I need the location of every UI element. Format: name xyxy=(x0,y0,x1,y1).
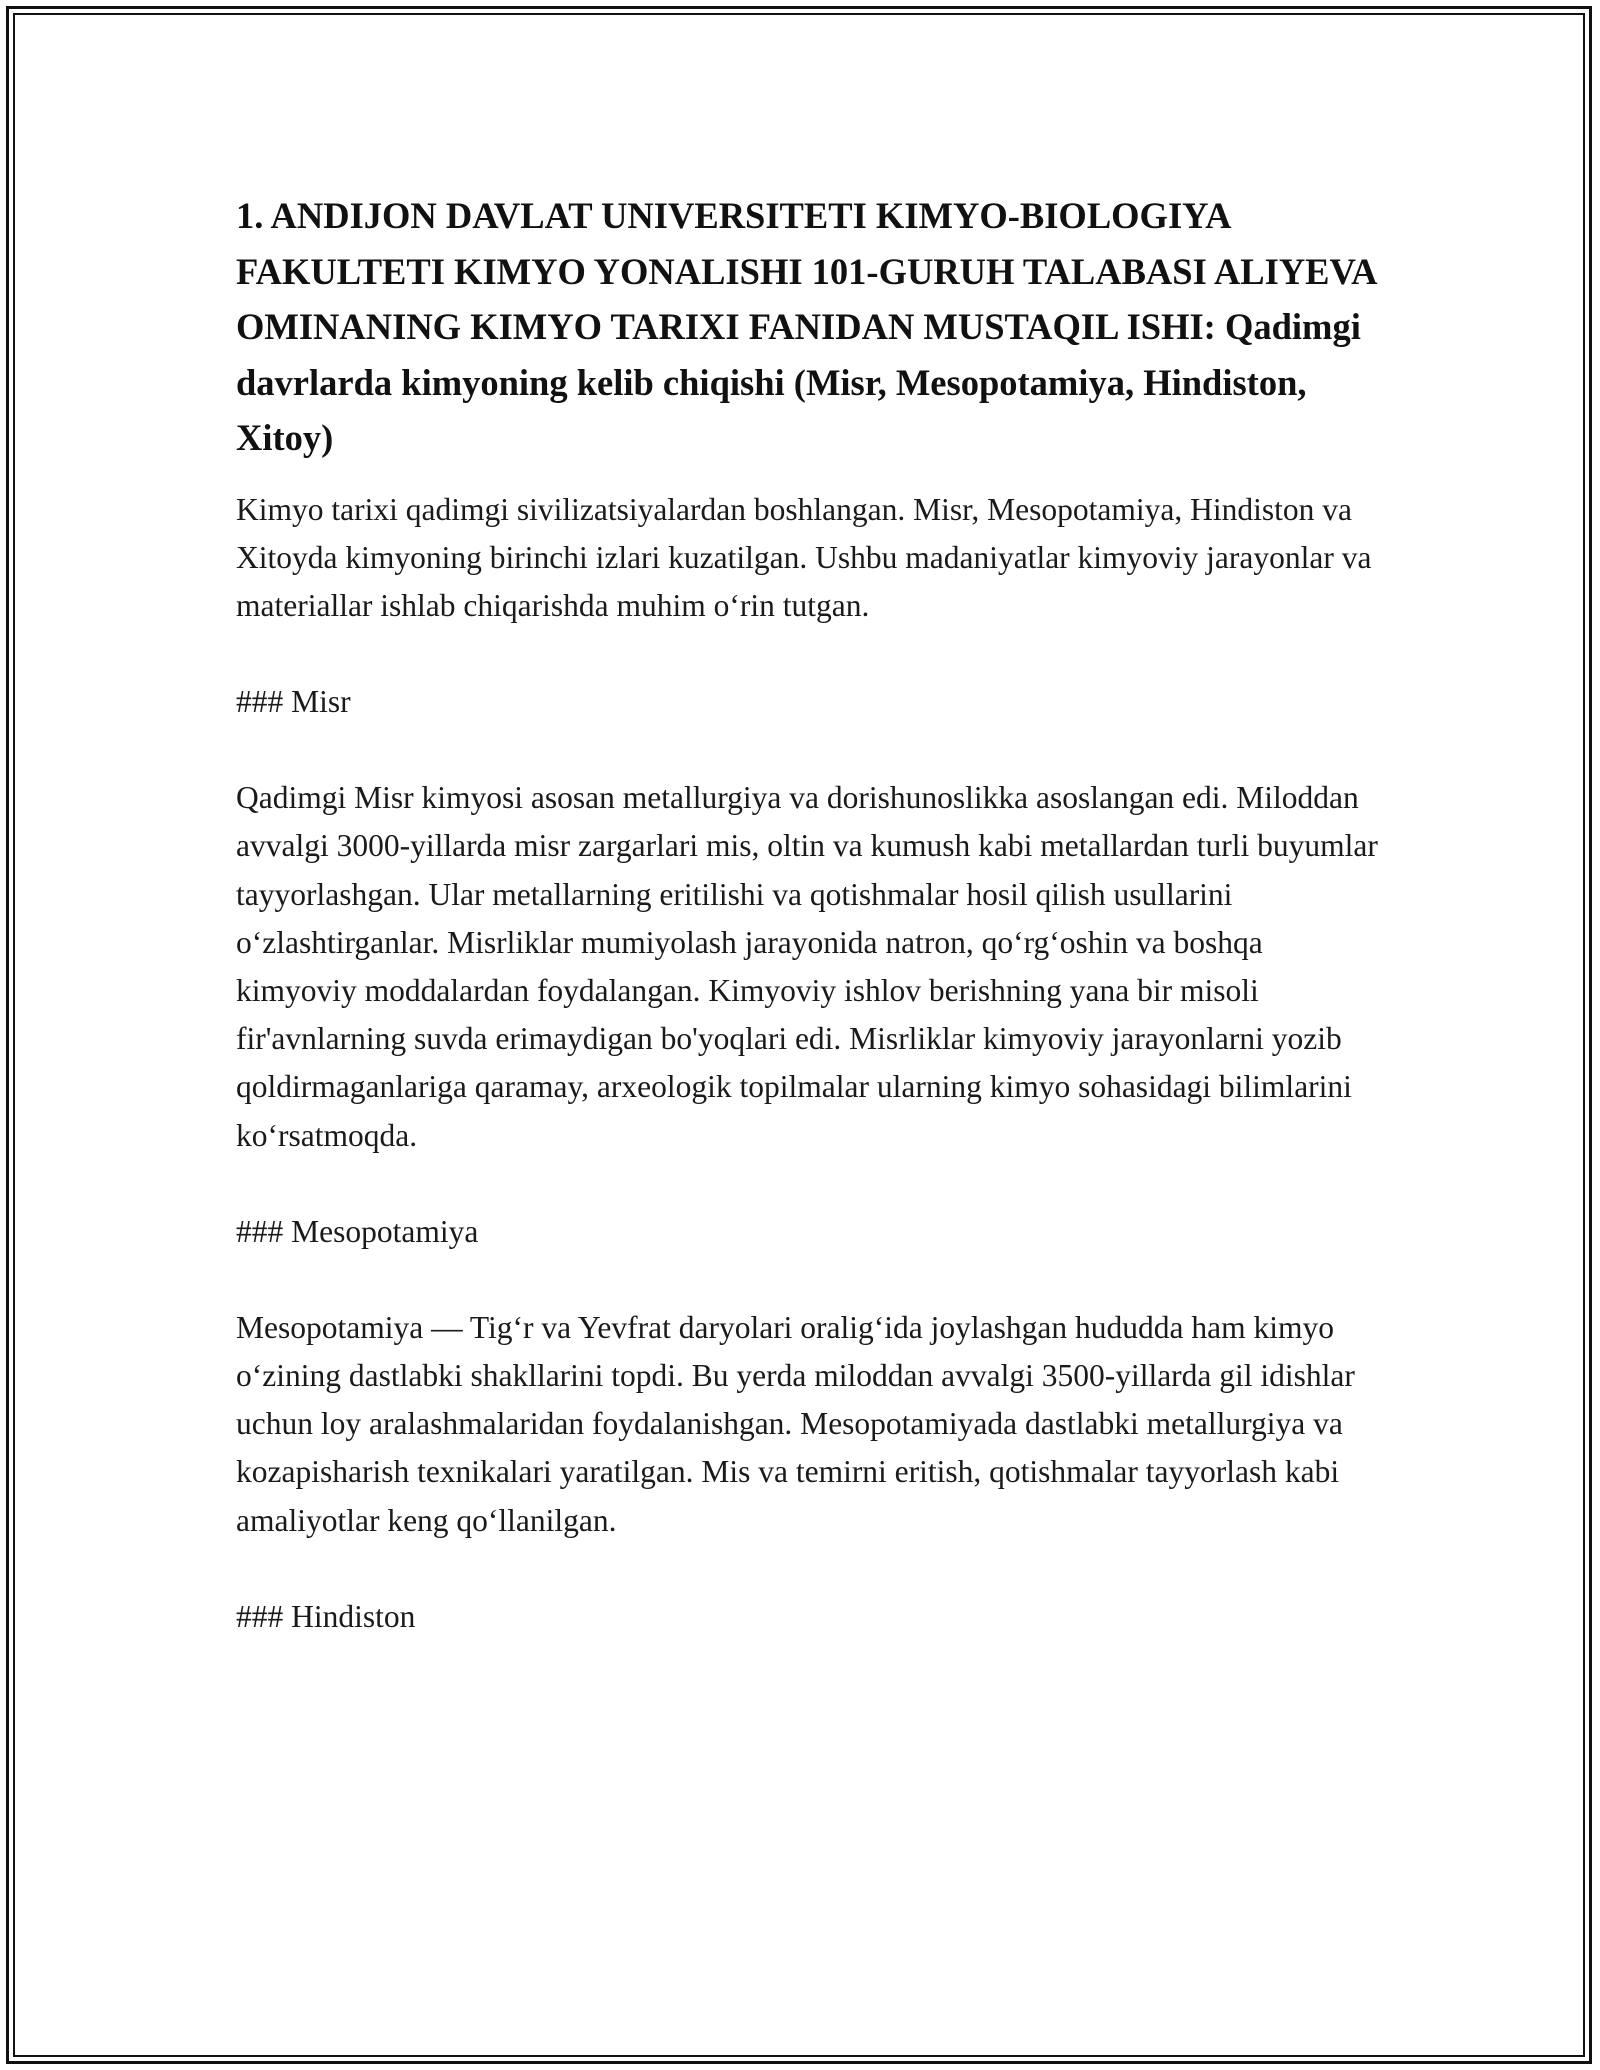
document-title: 1. ANDIJON DAVLAT UNIVERSITETI KIMYO-BIOLOGIYA FAKULTETI KIMYO YONALISHI 101-GURUH TALABASI ALIYEVA OMINANING KIMYO TARIXI FANIDAN MUSTAQIL ISHI: Qadimgi davrlarda kimyoning kelib chiqishi (Misr, Mesopotamiya, Hindiston, Xitoy) xyxy=(236,195,1376,458)
section-paragraph: Mesopotamiya — Tigʻr va Yevfrat daryolari oraligʻida joylashgan hududda ham kimyo oʻzining dastlabki shakllarini topdi. Bu yerda miloddan avvalgi 3500-yillarda gil idishlar uchun loy aralashmalaridan foydalanishgan. Mesopotamiyada dastlabki metallurgiya va kozapisharish texnikalari yaratilgan. Mis va temirni eritish, qotishmalar tayyorlash kabi amaliyotlar keng qoʻllanilgan. xyxy=(236,1309,1355,1538)
section-heading: ### Misr xyxy=(236,684,351,720)
section-heading: ### Mesopotamiya xyxy=(236,1213,479,1249)
intro-paragraph: Kimyo tarixi qadimgi sivilizatsiyalardan boshlangan. Misr, Mesopotamiya, Hindiston va Xitoyda kimyoning birinchi izlari kuzatilgan. Ushbu madaniyatlar kimyoviy jarayonlar va materiallar ishlab chiqarishda muhim oʻrin tutgan. xyxy=(236,491,1372,623)
section-paragraph: Qadimgi Misr kimyosi asosan metallurgiya va dorishunoslikka asoslangan edi. Miloddan avvalgi 3000-yillarda misr zargarlari mis, oltin va kumush kabi metallardan turli buyumlar tayyorlashgan. Ular metallarning eritilishi va qotishmalar hosil qilish usullarini oʻzlashtirganlar. Misrliklar mumiyolash jarayonida natron, qoʻrgʻoshin va boshqa kimyoviy moddalardan foydalangan. Kimyoviy ishlov berishning yana bir misoli fir'avnlarning suvda erimaydigan bo'yoqlari edi. Misrliklar kimyoviy jarayonlarni yozib qoldirmaganlariga qaramay, arxeologik topilmalar ularning kimyo sohasidagi bilimlarini koʻrsatmoqda. xyxy=(236,780,1378,1153)
document-body xyxy=(236,188,1386,1689)
section-misr xyxy=(236,678,1386,1160)
section-heading: ### Hindiston xyxy=(236,1598,416,1634)
section-mesopotamiya xyxy=(236,1208,1386,1545)
section-hindiston xyxy=(236,1593,1386,1641)
